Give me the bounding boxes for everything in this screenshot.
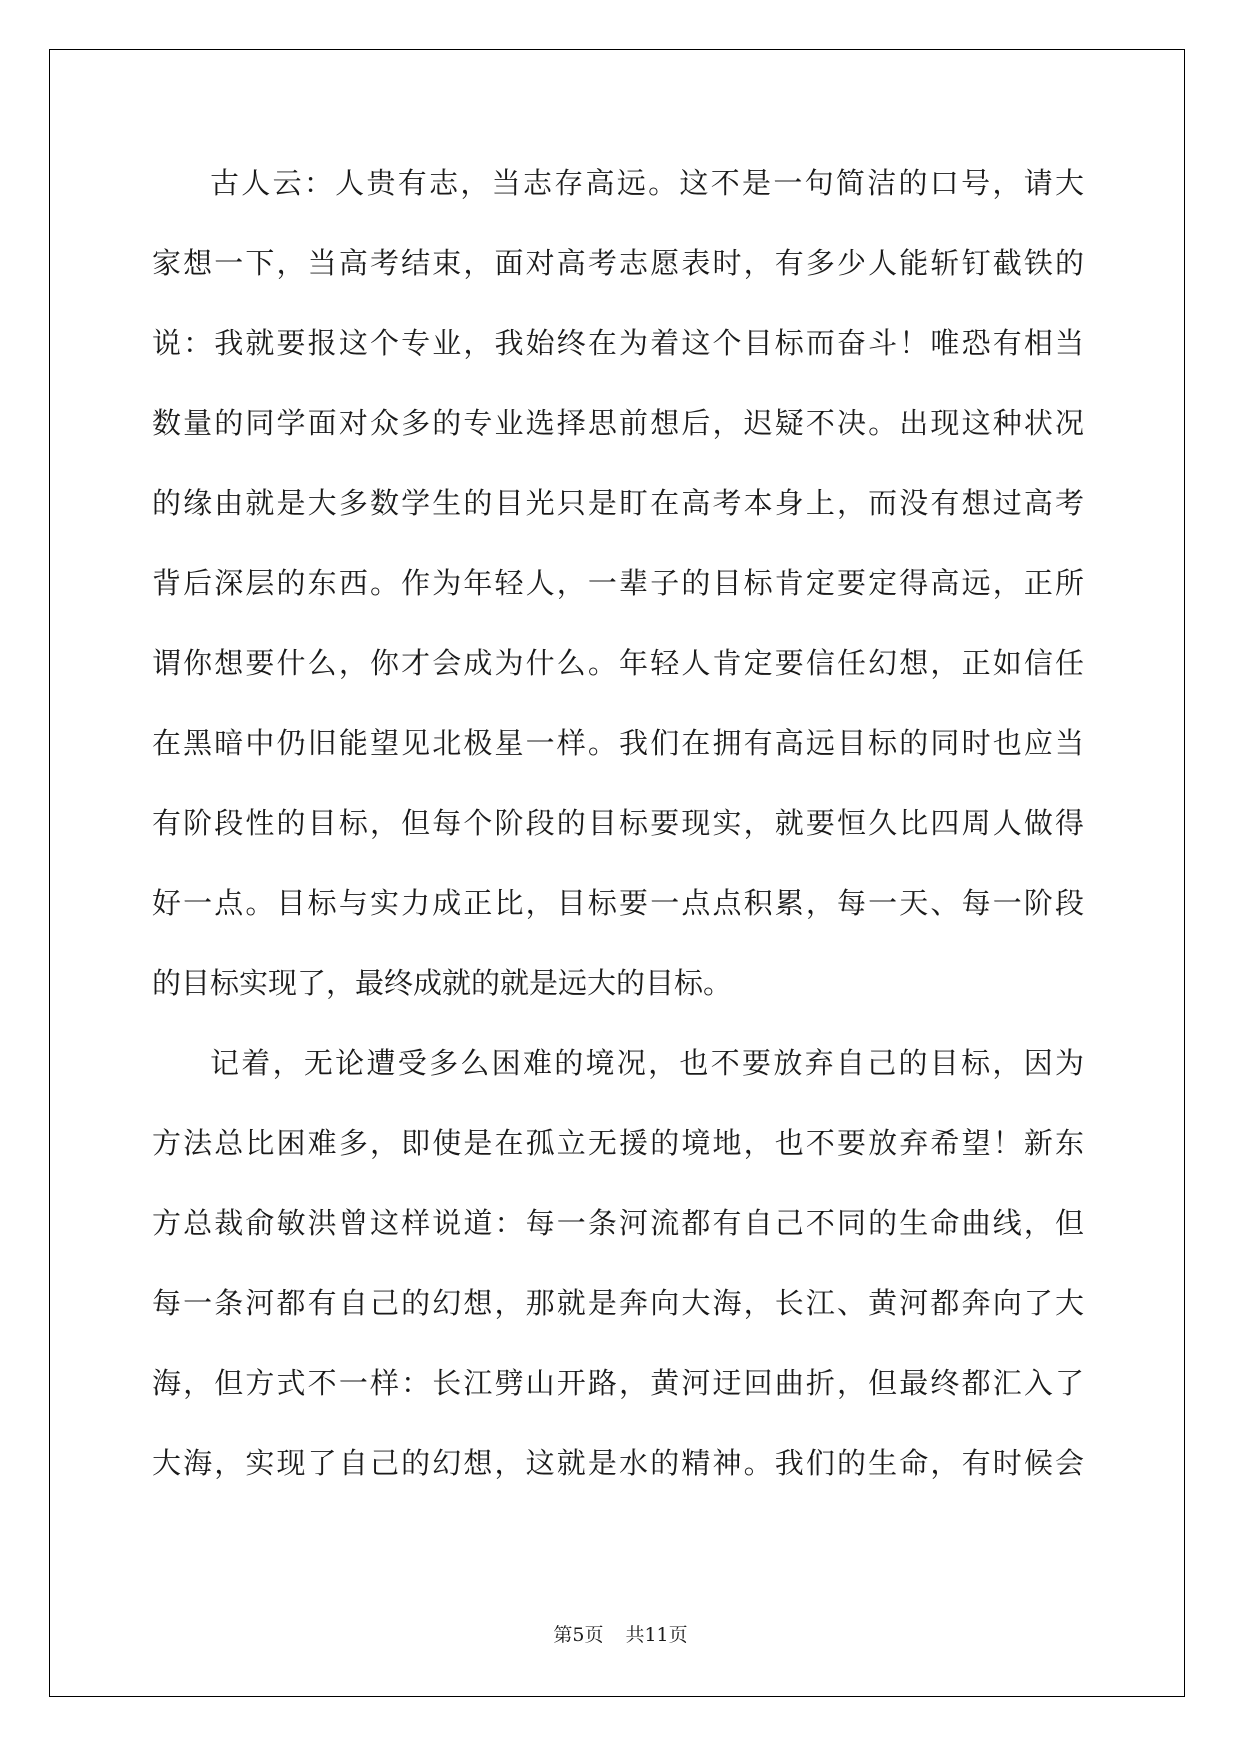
text-line: 说：我就要报这个专业，我始终在为着这个目标而奋斗！唯恐有相当 — [152, 326, 1084, 360]
text-line: 数量的同学面对众多的专业选择思前想后，迟疑不决。出现这种状况 — [152, 406, 1084, 440]
page-total: 共11页 — [625, 1624, 688, 1646]
text-line: 古人云：人贵有志，当志存高远。这不是一句简洁的口号，请大 — [210, 166, 1084, 200]
paragraph-2 — [152, 1043, 1084, 1523]
text-line: 谓你想要什么，你才会成为什么。年轻人肯定要信任幻想，正如信任 — [152, 646, 1084, 680]
text-line: 在黑暗中仍旧能望见北极星一样。我们在拥有高远目标的同时也应当 — [152, 726, 1084, 760]
text-line: 的缘由就是大多数学生的目光只是盯在高考本身上，而没有想过高考 — [152, 486, 1084, 520]
text-line: 方法总比困难多，即使是在孤立无援的境地，也不要放弃希望！新东 — [152, 1126, 1084, 1160]
text-line: 背后深层的东西。作为年轻人，一辈子的目标肯定要定得高远，正所 — [152, 566, 1084, 600]
text-line: 家想一下，当高考结束，面对高考志愿表时，有多少人能斩钉截铁的 — [152, 246, 1084, 280]
text-line: 每一条河都有自己的幻想，那就是奔向大海，长江、黄河都奔向了大 — [152, 1286, 1084, 1320]
page-number: 第5页 — [553, 1624, 604, 1646]
text-line: 大海，实现了自己的幻想，这就是水的精神。我们的生命，有时候会 — [152, 1446, 1084, 1480]
text-line: 的目标实现了，最终成就的就是远大的目标。 — [152, 966, 733, 1000]
text-line: 好一点。目标与实力成正比，目标要一点点积累，每一天、每一阶段 — [152, 886, 1084, 920]
text-line: 有阶段性的目标，但每个阶段的目标要现实，就要恒久比四周人做得 — [152, 806, 1084, 840]
page-footer — [0, 1620, 1241, 1647]
text-line: 海，但方式不一样：长江劈山开路，黄河迂回曲折，但最终都汇入了 — [152, 1366, 1084, 1400]
text-line: 方总裁俞敏洪曾这样说道：每一条河流都有自己不同的生命曲线，但 — [152, 1206, 1084, 1240]
text-line: 记着，无论遭受多么困难的境况，也不要放弃自己的目标，因为 — [210, 1046, 1084, 1080]
document-body — [152, 163, 1084, 1523]
paragraph-1 — [152, 163, 1084, 1043]
